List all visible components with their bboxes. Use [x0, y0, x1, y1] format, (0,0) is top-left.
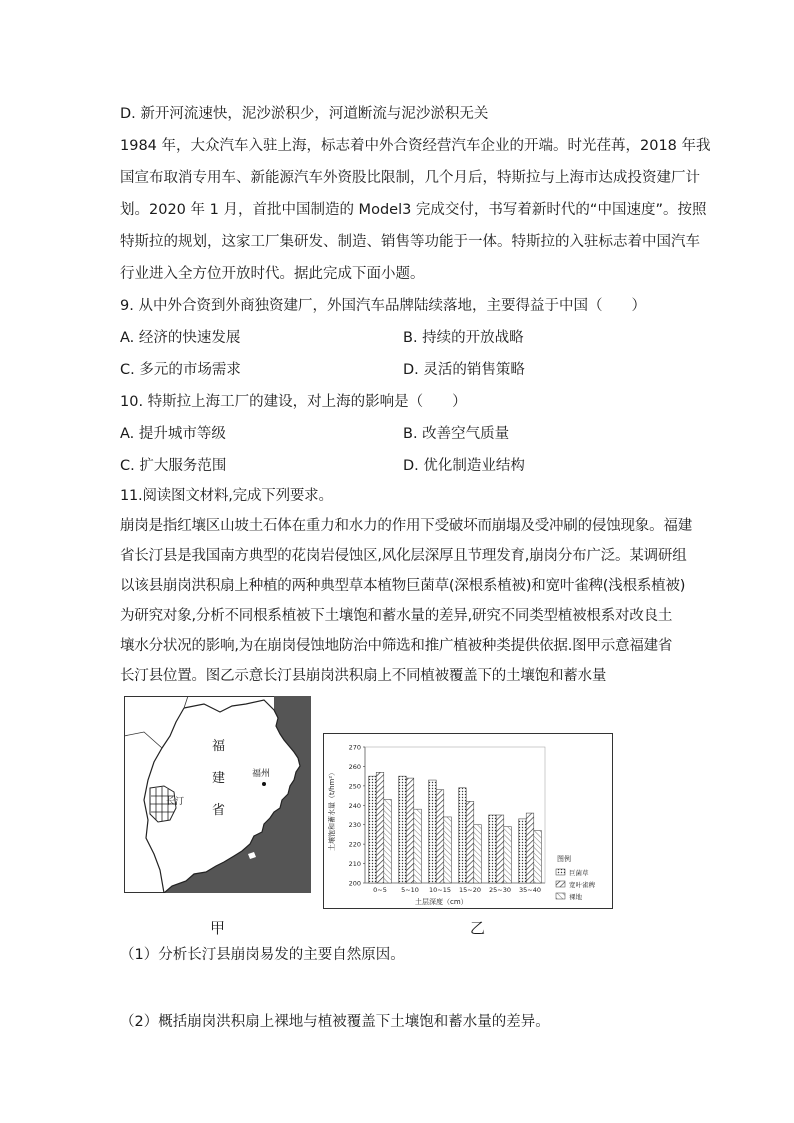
q11-stem: 11.阅读图文材料,完成下列要求。	[120, 488, 333, 504]
bar-bare	[414, 809, 422, 883]
q10-stem: 10. 特斯拉上海工厂的建设，对上海的影响是（ ）	[120, 394, 467, 410]
q11-sub1: （1）分析长汀县崩岗易发的主要自然原因。	[120, 947, 405, 963]
y-tick-label: 250	[348, 782, 361, 791]
bar-queibai	[466, 801, 474, 883]
province-char-3: 省	[212, 803, 226, 818]
q10-option-c: C. 扩大服务范围	[120, 458, 227, 474]
y-tick-label: 240	[348, 801, 361, 810]
legend-label-bare: 裸地	[569, 893, 582, 901]
x-tick-label: 0~5	[373, 886, 387, 894]
y-tick-label: 200	[348, 879, 361, 888]
legend-label-queibai: 宽叶雀稗	[569, 881, 595, 889]
bar-juncao	[429, 780, 437, 883]
x-tick-label: 35~40	[519, 886, 541, 894]
q11-material-4: 为研究对象,分析不同根系植被下土壤饱和蓄水量的差异,研究不同类型植被根系对改良土	[120, 608, 673, 624]
bar-juncao	[399, 776, 407, 883]
chart-ylabel: 土壤饱和蓄水量（t/hm²）	[328, 768, 336, 851]
x-tick-label: 5~10	[401, 886, 419, 894]
y-tick-label: 270	[348, 743, 361, 752]
q9-option-c: C. 多元的市场需求	[120, 362, 241, 378]
passage-line-4: 特斯拉的规划，这家工厂集研发、制造、销售等功能于一体。特斯拉的入驻标志着中国汽车	[120, 234, 700, 250]
q11-material-2: 省长汀县是我国南方典型的花岗岩侵蚀区,风化层深厚且节理发育,崩岗分布广泛。某调研组	[120, 548, 687, 564]
q10-option-a: A. 提升城市等级	[120, 426, 226, 442]
q11-material-5: 壤水分状况的影响,为在崩岗侵蚀地防治中筛选和推广植被种类提供依据.图甲示意福建省	[120, 638, 673, 654]
q11-material-6: 长汀县位置。图乙示意长汀县崩岗洪积扇上不同植被覆盖下的土壤饱和蓄水量	[120, 668, 607, 684]
bar-juncao	[459, 788, 467, 883]
bar-bare	[534, 831, 542, 883]
province-char-1: 福	[212, 739, 226, 754]
y-tick-label: 230	[348, 821, 361, 830]
figure-yi-label: 乙	[470, 919, 486, 937]
bar-queibai	[496, 815, 504, 883]
q9-option-b: B. 持续的开放战略	[403, 330, 524, 346]
q11-material-3: 以该县崩岗洪积扇上种植的两种典型草本植物巨菌草(深根系植被)和宽叶雀稗(浅根系植被)	[120, 578, 686, 594]
chart-xlabel: 土层深度（cm）	[415, 898, 468, 906]
bar-bare	[504, 827, 512, 883]
bar-queibai	[526, 813, 534, 883]
q10-option-b: B. 改善空气质量	[403, 426, 510, 442]
bar-juncao	[489, 815, 497, 883]
fuzhou-marker	[262, 782, 266, 786]
passage-line-2: 国宣布取消专用车、新能源汽车外资股比限制，几个月后，特斯拉与上海市达成投资建厂计	[120, 170, 700, 186]
soil-water-chart	[323, 733, 613, 909]
bar-queibai	[436, 790, 444, 883]
bar-queibai	[406, 778, 414, 883]
legend-swatch-queibai	[556, 881, 565, 887]
legend-title: 图例	[557, 855, 571, 863]
y-tick-label: 220	[348, 840, 361, 849]
q11-sub2: （2）概括崩岗洪积扇上裸地与植被覆盖下土壤饱和蓄水量的差异。	[120, 1014, 550, 1030]
legend-label-juncao: 巨菌草	[569, 869, 589, 877]
passage-line-5: 行业进入全方位开放时代。据此完成下面小题。	[120, 266, 425, 282]
q9-option-a: A. 经济的快速发展	[120, 330, 241, 346]
legend-swatch-bare	[556, 893, 565, 899]
x-tick-label: 10~15	[429, 886, 451, 894]
fujian-location-map	[124, 696, 311, 893]
q11-material-1: 崩岗是指红壤区山坡土石体在重力和水力的作用下受破坏而崩塌及受冲刷的侵蚀现象。福建	[120, 518, 692, 534]
bar-bare	[444, 817, 452, 883]
province-char-2: 建	[212, 771, 226, 786]
y-tick-label: 210	[348, 860, 361, 869]
y-tick-label: 260	[348, 762, 361, 771]
bar-bare	[474, 825, 482, 883]
legend-swatch-juncao	[556, 869, 565, 875]
q9-stem: 9. 从中外合资到外商独资建厂，外国汽车品牌陆续落地，主要得益于中国（ ）	[120, 298, 646, 314]
bar-juncao	[369, 776, 377, 883]
bar-queibai	[376, 772, 384, 883]
county-label: 长汀	[166, 797, 185, 807]
x-tick-label: 25~30	[489, 886, 511, 894]
q9-option-d: D. 灵活的销售策略	[403, 362, 525, 378]
q8-option-d: D. 新开河流速快，泥沙淤积少，河道断流与泥沙淤积无关	[120, 106, 489, 122]
passage-line-1: 1984 年，大众汽车入驻上海，标志着中外合资经营汽车企业的开端。时光荏苒，2018 年我	[120, 138, 711, 154]
fuzhou-label: 福州	[252, 769, 271, 779]
figure-jia-label: 甲	[210, 919, 226, 937]
bar-juncao	[519, 819, 527, 883]
passage-line-3: 划。2020 年 1 月，首批中国制造的 Model3 完成交付，书写着新时代的“中国速度”。按照	[120, 202, 707, 218]
x-tick-label: 15~20	[459, 886, 481, 894]
bar-bare	[384, 799, 392, 883]
q10-option-d: D. 优化制造业结构	[403, 458, 525, 474]
